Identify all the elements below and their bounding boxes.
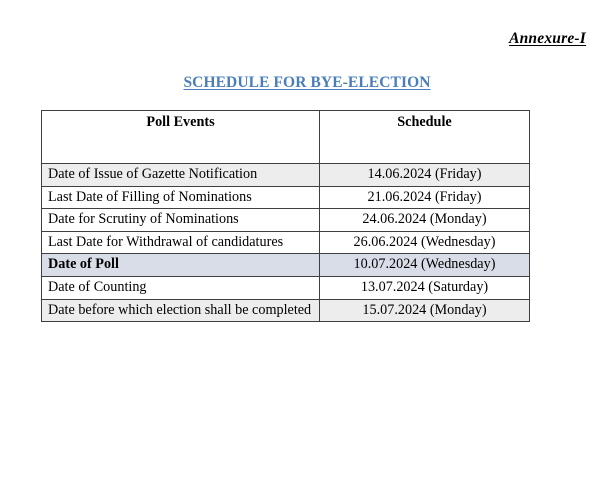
- table-row: [42, 186, 530, 209]
- table-row: [42, 299, 530, 322]
- table-row: [42, 254, 530, 277]
- column-header-schedule: Schedule: [320, 111, 530, 164]
- table-header: [42, 111, 530, 164]
- table-header-row: [42, 111, 530, 164]
- cell-poll-event: Date of Counting: [42, 277, 320, 300]
- cell-schedule-date: 10.07.2024 (Wednesday): [320, 254, 530, 277]
- table-row: [42, 164, 530, 187]
- annexure-label: Annexure-I: [509, 30, 586, 47]
- table-body: [42, 164, 530, 322]
- cell-poll-event: Date for Scrutiny of Nominations: [42, 209, 320, 232]
- cell-poll-event: Last Date of Filling of Nominations: [42, 186, 320, 209]
- schedule-table-container: [41, 110, 529, 322]
- page-title: SCHEDULE FOR BYE-ELECTION: [183, 74, 431, 91]
- cell-poll-event: Date before which election shall be completed: [42, 299, 320, 322]
- cell-schedule-date: 15.07.2024 (Monday): [320, 299, 530, 322]
- cell-schedule-date: 13.07.2024 (Saturday): [320, 277, 530, 300]
- schedule-table: [41, 110, 530, 322]
- cell-poll-event: Date of Poll: [42, 254, 320, 277]
- cell-poll-event: Last Date for Withdrawal of candidatures: [42, 231, 320, 254]
- page-title-container: [0, 74, 600, 92]
- cell-schedule-date: 14.06.2024 (Friday): [320, 164, 530, 187]
- cell-schedule-date: 21.06.2024 (Friday): [320, 186, 530, 209]
- table-row: [42, 277, 530, 300]
- cell-poll-event: Date of Issue of Gazette Notification: [42, 164, 320, 187]
- cell-schedule-date: 24.06.2024 (Monday): [320, 209, 530, 232]
- table-row: [42, 209, 530, 232]
- annexure-label-container: [509, 30, 586, 48]
- table-row: [42, 231, 530, 254]
- column-header-poll-events: Poll Events: [42, 111, 320, 164]
- cell-schedule-date: 26.06.2024 (Wednesday): [320, 231, 530, 254]
